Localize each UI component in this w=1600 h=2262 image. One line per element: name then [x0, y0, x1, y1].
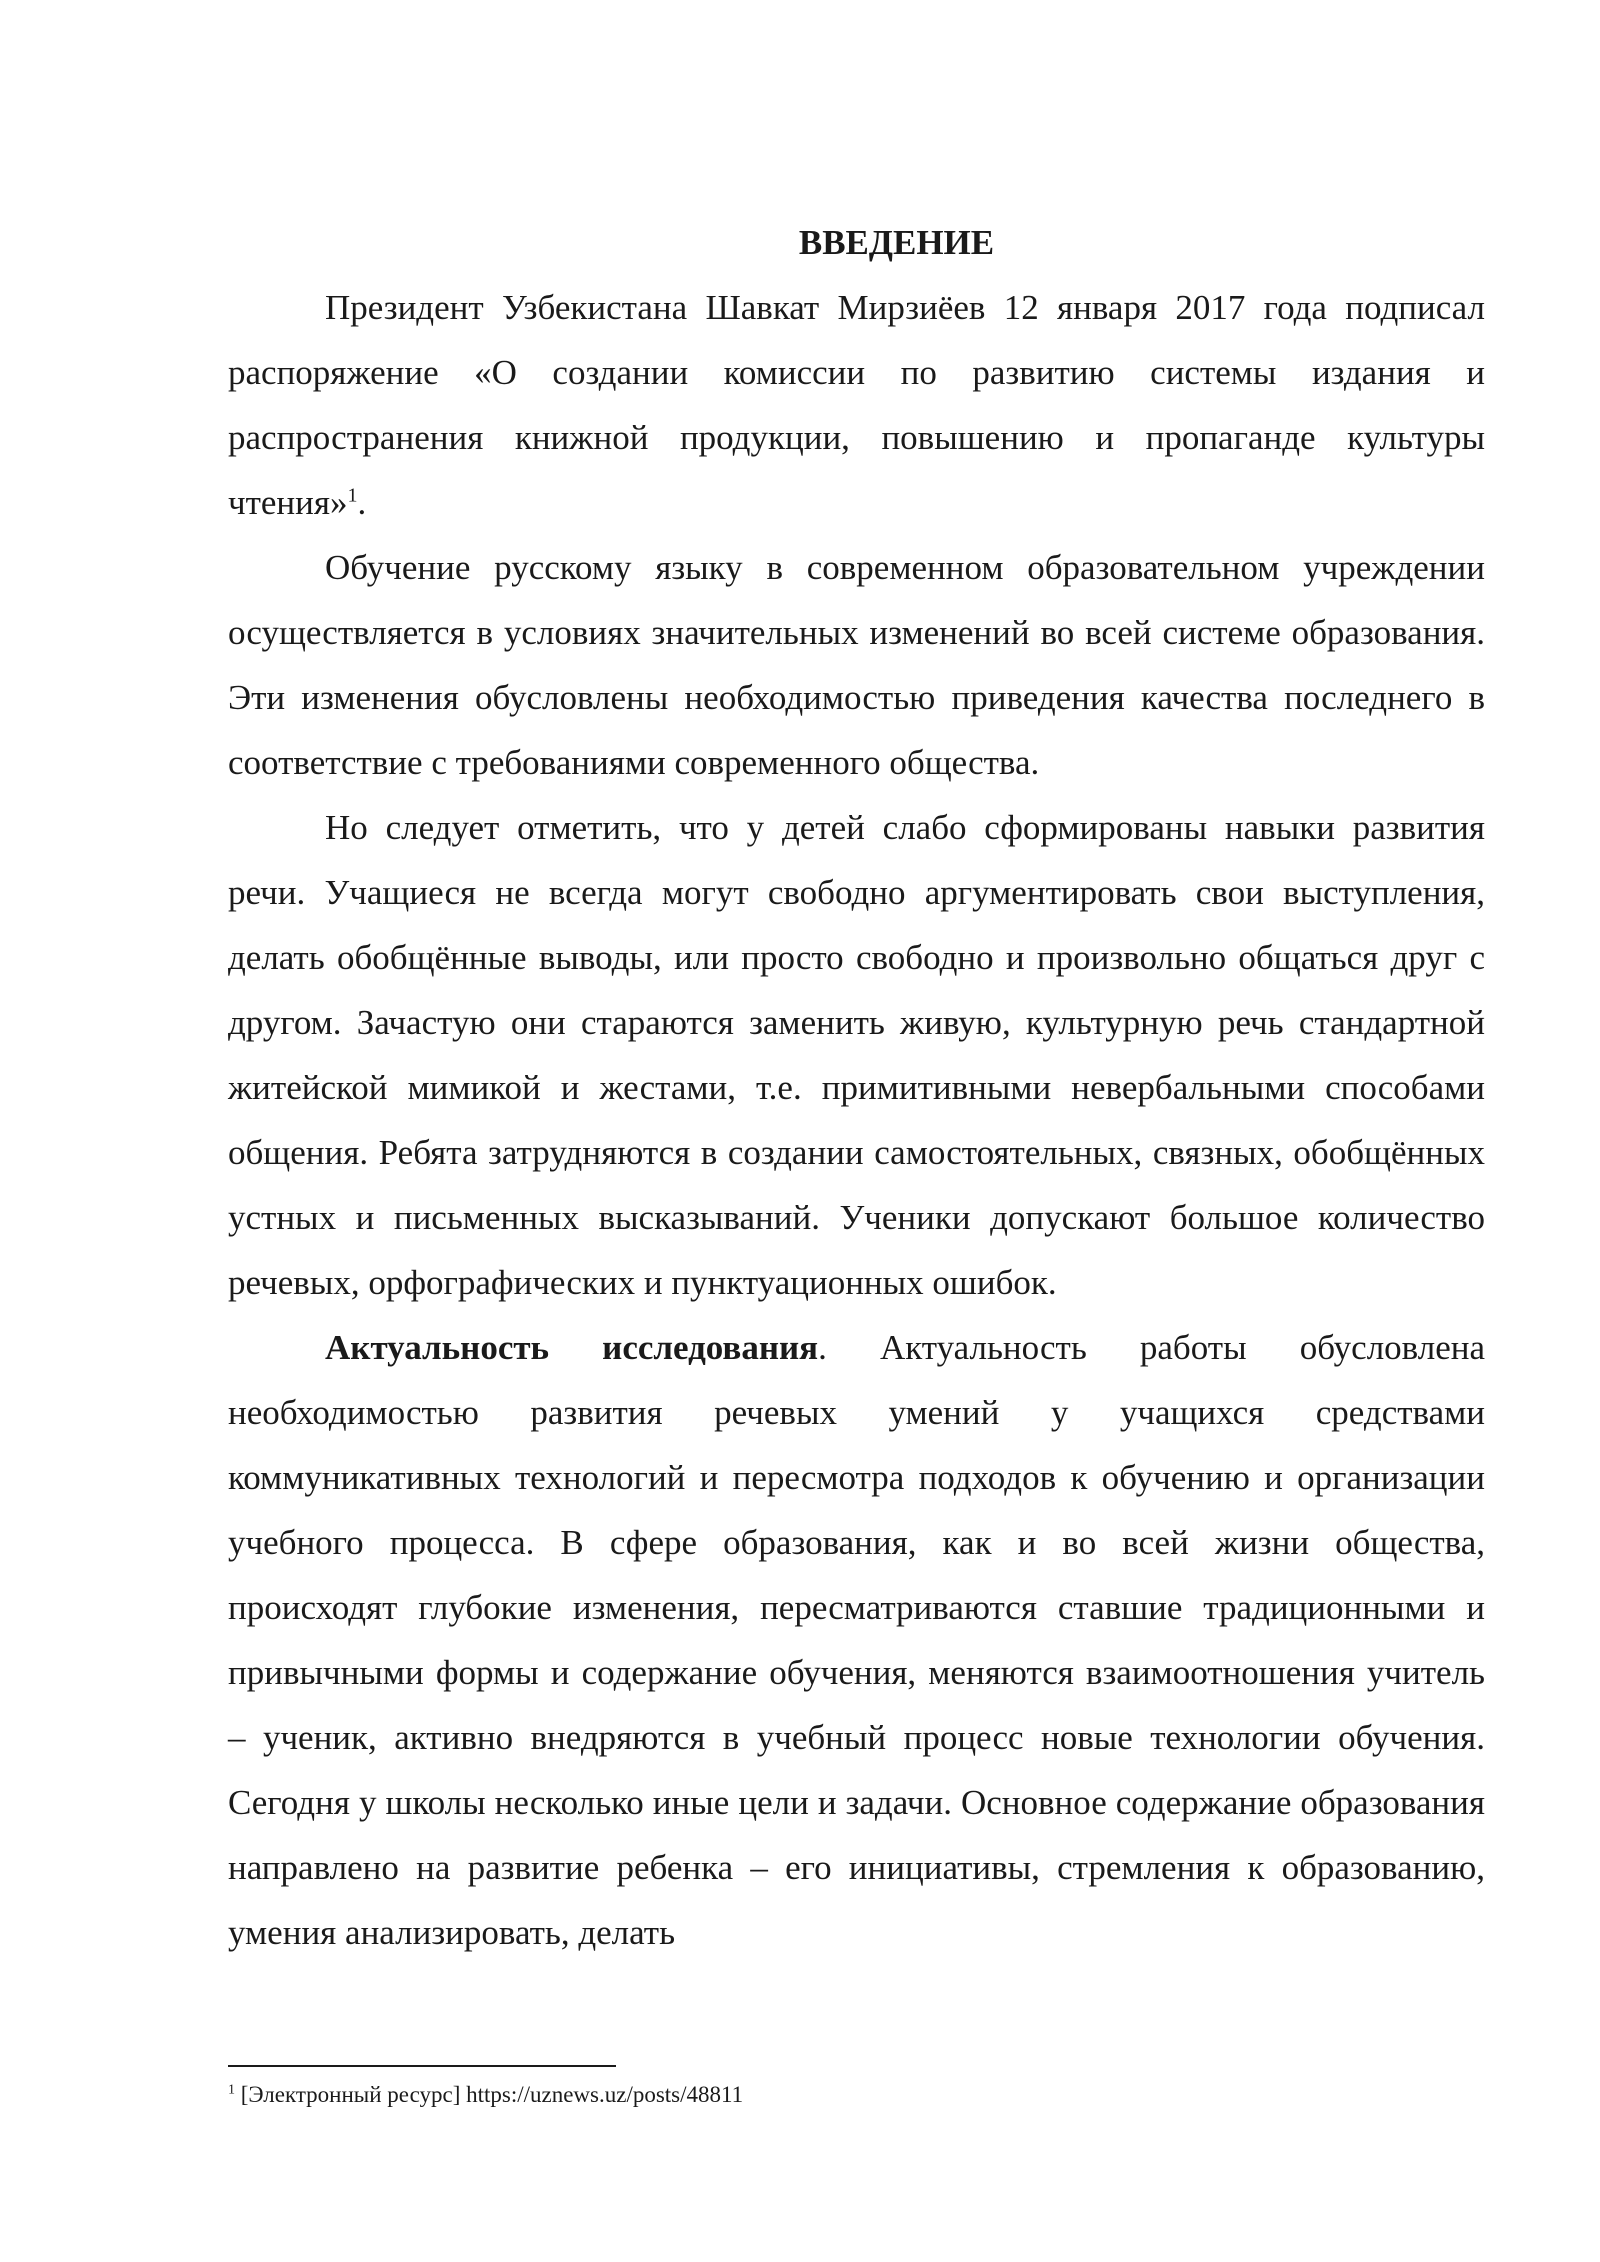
paragraph-intro: [228, 275, 1485, 535]
footnote-reference[interactable]: 1: [347, 484, 358, 507]
page-title: ВВЕДЕНИЕ: [798, 223, 995, 262]
paragraph-teaching: Обучение русскому языку в современном образовательном учреждении осуществляется в условиях значительных изменений во всей системе образования. Эти изменения обусловлены необходимостью приведения качества последнего в соответствие с требованиями современного общества.: [228, 548, 1485, 782]
paragraph-relevance: [228, 1315, 1485, 1965]
paragraph-speech-skills: Но следует отметить, что у детей слабо сформированы навыки развития речи. Учащиеся не всегда могут свободно аргументировать свои выступления, делать обобщённые выводы, или просто свободно и произвольно общаться друг с другом. Зачастую они стараются заменить живую, культурную речь стандартной житейской мимикой и жестами, т.е. примитивными невербальными способами общения. Ребята затрудняются в создании самостоятельных, связных, обобщённых устных и письменных высказываний. Ученики допускают большое количество речевых, орфографических и пунктуационных ошибок.: [228, 808, 1485, 1302]
page-body: [228, 210, 1485, 1965]
paragraph-relevance-text: . Актуальность работы обусловлена необходимостью развития речевых умений у учащихся средствами коммуникативных технологий и пересмотра подходов к обучению и организации учебного процесса. В сфере образования, как и во всей жизни общества, происходят глубокие изменения, пересматриваются ставшие традиционными и привычными формы и содержание обучения, меняются взаимоотношения учитель – ученик, активно внедряются в учебный процесс новые технологии обучения. Сегодня у школы несколько иные цели и задачи. Основное содержание образования направлено на развитие ребенка – его инициативы, стремления к образованию, умения анализировать, делать: [228, 1328, 1485, 1952]
relevance-heading: Актуальность исследования: [325, 1328, 819, 1367]
paragraph-intro-tail: .: [357, 483, 367, 522]
footnote: [228, 2080, 743, 2110]
footnote-separator: [228, 2065, 616, 2067]
paragraph-intro-text: Президент Узбекистана Шавкат Мирзиёев 12 января 2017 года подписал распоряжение «О создании комиссии по развитию системы издания и распространения книжной продукции, повышению и пропаганде культуры чтения»: [228, 288, 1485, 522]
footnote-marker: 1: [228, 2082, 235, 2098]
footnote-text: [Электронный ресурс] https://uznews.uz/posts/48811: [235, 2082, 744, 2107]
